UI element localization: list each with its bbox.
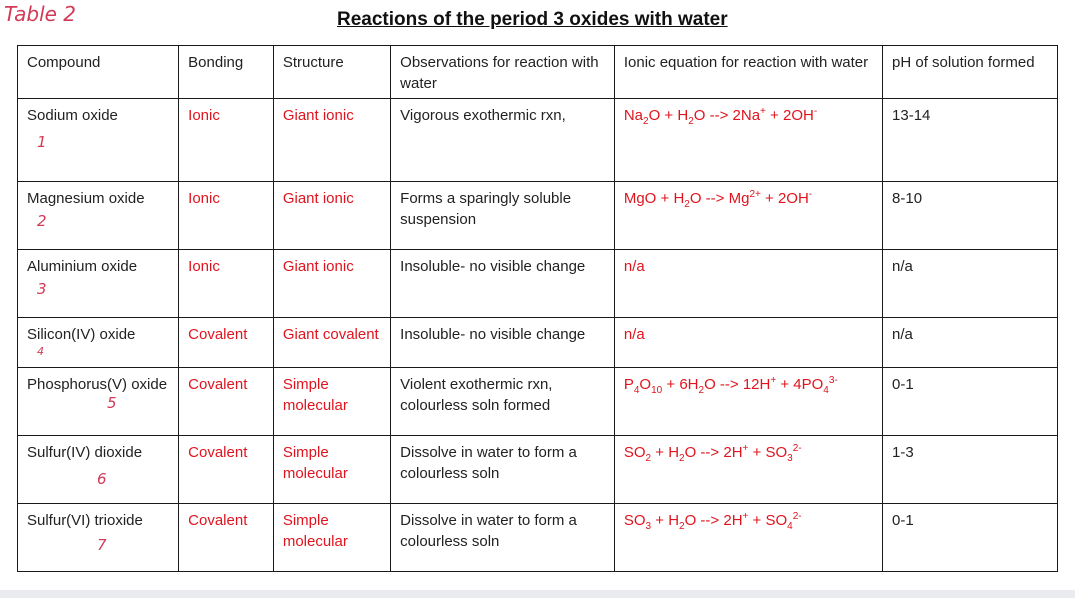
observations-text: Vigorous exothermic rxn, bbox=[400, 107, 566, 124]
observations-cell: Insoluble- no visible change bbox=[391, 250, 615, 318]
oxides-table bbox=[17, 45, 1058, 572]
header-equation: Ionic equation for reaction with water bbox=[614, 46, 882, 99]
table-row bbox=[18, 318, 1058, 368]
compound-cell bbox=[18, 250, 179, 318]
structure-cell: Simple molecular bbox=[273, 368, 390, 436]
observations-cell: Insoluble- no visible change bbox=[391, 318, 615, 368]
compound-name: Sulfur(IV) dioxide bbox=[27, 444, 143, 461]
structure-cell: Simple molecular bbox=[273, 504, 390, 572]
compound-name: Phosphorus(V) oxide bbox=[27, 376, 168, 393]
bonding-cell: Covalent bbox=[179, 368, 274, 436]
ph-cell: n/a bbox=[883, 250, 1058, 318]
header-compound: Compound bbox=[18, 46, 179, 99]
handwritten-number: 4 bbox=[37, 345, 44, 358]
handwritten-number: 3 bbox=[37, 280, 47, 298]
structure-cell: Giant ionic bbox=[273, 99, 390, 182]
structure-cell: Simple molecular bbox=[273, 436, 390, 504]
observations-cell: Violent exothermic rxn, colourless soln formed bbox=[391, 368, 615, 436]
observations-cell: Dissolve in water to form a colourless soln bbox=[391, 504, 615, 572]
compound-name: Sulfur(VI) trioxide bbox=[27, 512, 143, 529]
header-observations: Observations for reaction with water bbox=[391, 46, 615, 99]
compound-cell bbox=[18, 318, 179, 368]
compound-name: Aluminium oxide bbox=[27, 258, 138, 275]
header-structure: Structure bbox=[273, 46, 390, 99]
observations-cell: Dissolve in water to form a colourless soln bbox=[391, 436, 615, 504]
equation-cell: $P_4O_{10} + 6H_2O$ --> $12H^+ + 4PO_4^{3-}$ bbox=[614, 368, 882, 436]
bonding-cell: Ionic bbox=[179, 182, 274, 250]
compound-cell bbox=[18, 504, 179, 572]
window-bottom-strip bbox=[0, 590, 1075, 598]
bonding-cell: Covalent bbox=[179, 436, 274, 504]
equation-cell: n/a bbox=[614, 318, 882, 368]
compound-cell bbox=[18, 99, 179, 182]
ph-cell: 1-3 bbox=[883, 436, 1058, 504]
table-row bbox=[18, 182, 1058, 250]
equation-cell: $Na_2O + H_2O$ --> 2Na+ + 2OH- bbox=[614, 99, 882, 182]
equation-cell: $SO_3 + H_2O$ --> $2H^+ + SO_4^{2-}$ bbox=[614, 504, 882, 572]
equation-cell: n/a bbox=[614, 250, 882, 318]
handwritten-table-label: Table 2 bbox=[4, 2, 77, 26]
bonding-cell: Covalent bbox=[179, 504, 274, 572]
compound-name: Magnesium oxide bbox=[27, 190, 145, 207]
structure-cell: Giant covalent bbox=[273, 318, 390, 368]
structure-cell: Giant ionic bbox=[273, 250, 390, 318]
header-bonding: Bonding bbox=[179, 46, 274, 99]
bonding-cell: Ionic bbox=[179, 250, 274, 318]
header-ph: pH of solution formed bbox=[883, 46, 1058, 99]
ph-cell: 0-1 bbox=[883, 504, 1058, 572]
ph-cell: n/a bbox=[883, 318, 1058, 368]
ph-cell: 13-14 bbox=[883, 99, 1058, 182]
ph-cell: 8-10 bbox=[883, 182, 1058, 250]
observations-cell bbox=[391, 99, 615, 182]
bonding-cell: Ionic bbox=[179, 99, 274, 182]
table-row bbox=[18, 368, 1058, 436]
compound-name: Silicon(IV) oxide bbox=[27, 326, 136, 343]
table-row bbox=[18, 250, 1058, 318]
table-header-row bbox=[18, 46, 1058, 99]
table-row bbox=[18, 504, 1058, 572]
equation-cell: MgO + $H_2O$ --> $Mg^{2+} + 2OH^-$ bbox=[614, 182, 882, 250]
handwritten-number: 5 bbox=[107, 394, 117, 412]
compound-cell bbox=[18, 436, 179, 504]
table-row bbox=[18, 436, 1058, 504]
table-row bbox=[18, 99, 1058, 182]
handwritten-number: 7 bbox=[97, 536, 107, 554]
handwritten-number: 6 bbox=[97, 470, 107, 488]
handwritten-number: 1 bbox=[37, 133, 47, 151]
handwritten-number: 2 bbox=[37, 212, 47, 230]
bonding-cell: Covalent bbox=[179, 318, 274, 368]
structure-cell: Giant ionic bbox=[273, 182, 390, 250]
compound-name: Sodium oxide bbox=[27, 107, 118, 124]
compound-cell bbox=[18, 368, 179, 436]
ph-cell: 0-1 bbox=[883, 368, 1058, 436]
page-title: Reactions of the period 3 oxides with water bbox=[337, 9, 728, 30]
equation-cell: $SO_2 + H_2O$ --> $2H^+ + SO_3^{2-}$ bbox=[614, 436, 882, 504]
observations-cell: Forms a sparingly soluble suspension bbox=[391, 182, 615, 250]
compound-cell bbox=[18, 182, 179, 250]
